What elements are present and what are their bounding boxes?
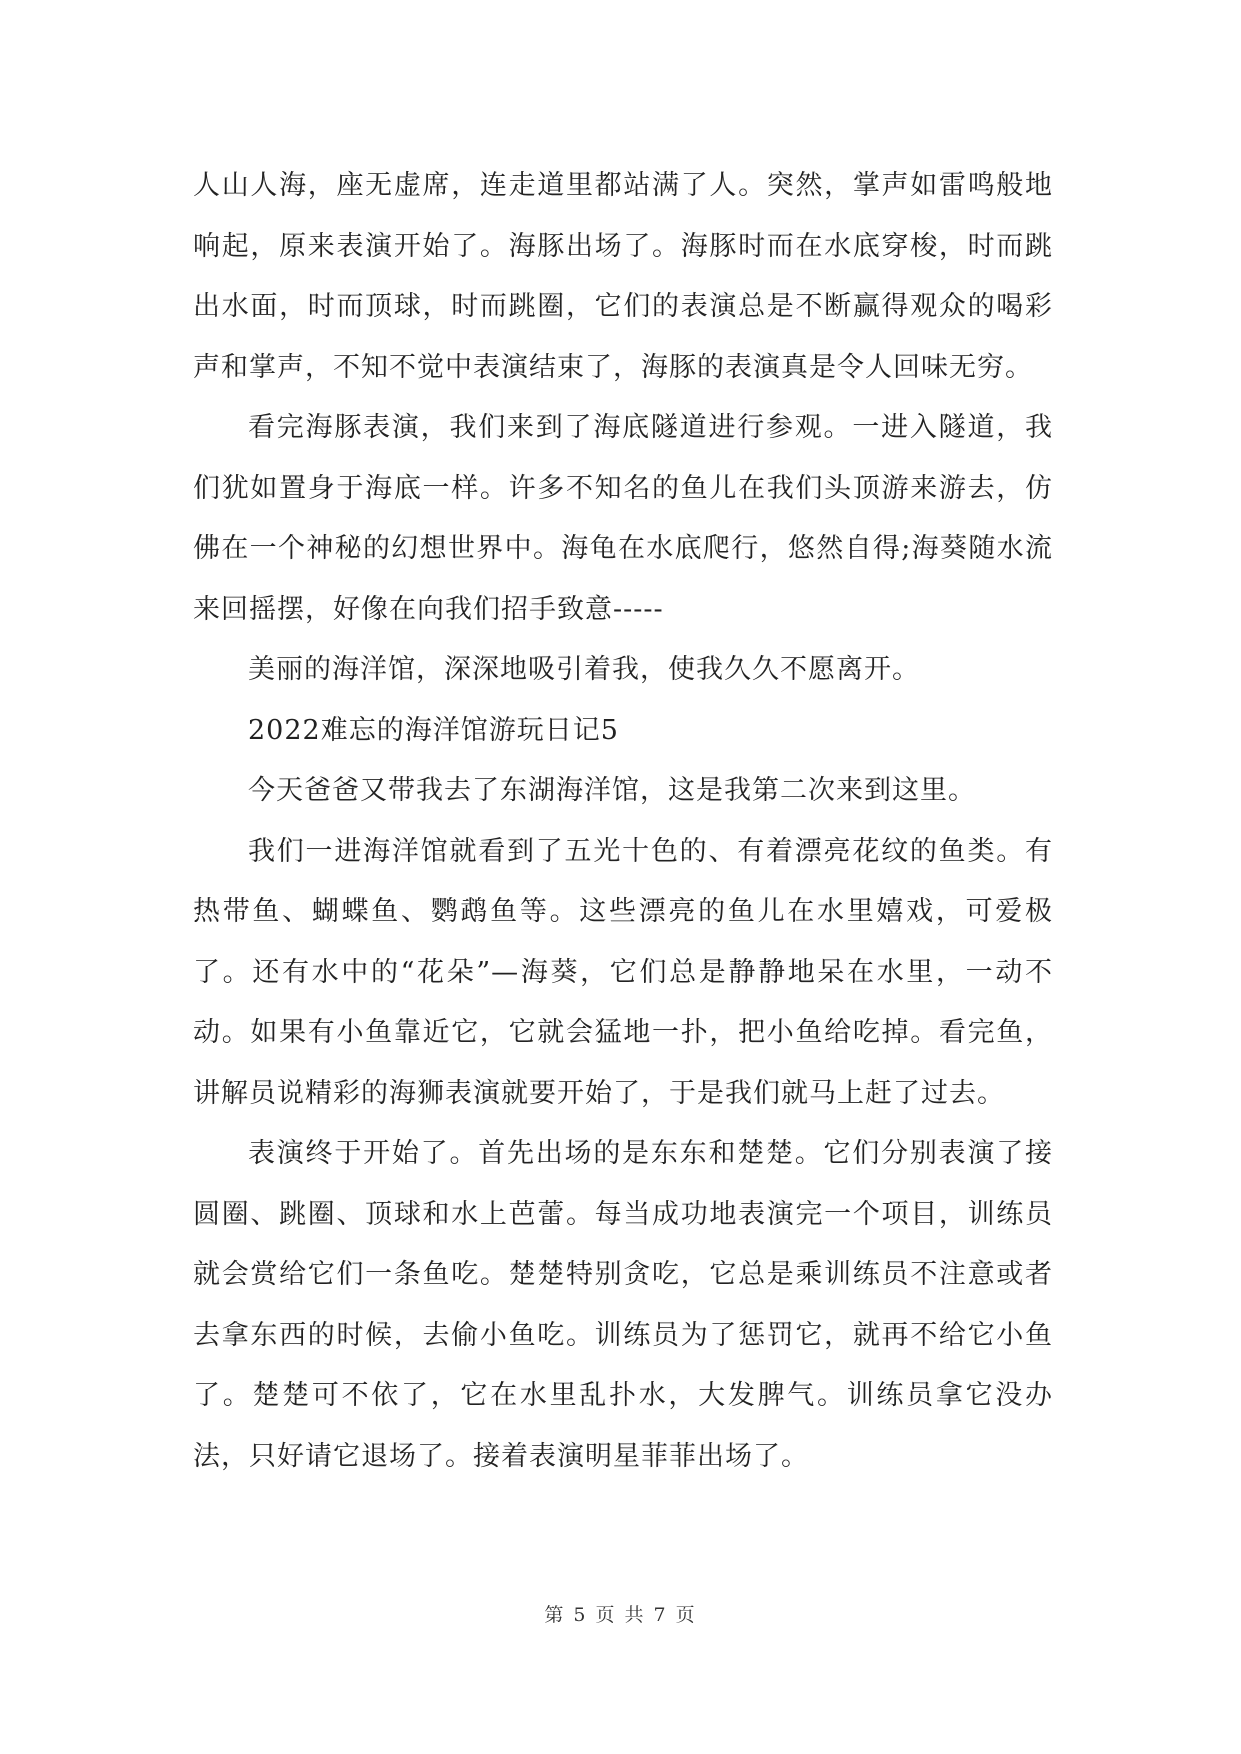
paragraph-fish: 我们一进海洋馆就看到了五光十色的、有着漂亮花纹的鱼类。有热带鱼、蝴蝶鱼、鹦鹉鱼等。这些漂亮的鱼儿在水里嬉戏，可爱极了。还有水中的“花朵”—海葵，它们总是静静地呆在水里，一动不动。如果有小鱼靠近它，它就会猛地一扑，把小鱼给吃掉。看完鱼，讲解员说精彩的海狮表演就要开始了，于是我们就马上赶了过去。: [193, 835, 1053, 1109]
body-text: [193, 156, 1053, 1487]
paragraph-tunnel: 看完海豚表演，我们来到了海底隧道进行参观。一进入隧道，我们犹如置身于海底一样。许多不知名的鱼儿在我们头顶游来游去，仿佛在一个神秘的幻想世界中。海龟在水底爬行，悠然自得;海葵随水流来回摇摆，好像在向我们招手致意-----: [193, 412, 1053, 625]
paragraph-continued: 人山人海，座无虚席，连走道里都站满了人。突然，掌声如雷鸣般地响起，原来表演开始了。海豚出场了。海豚时而在水底穿梭，时而跳出水面，时而顶球，时而跳圈，它们的表演总是不断赢得观众的喝彩声和掌声，不知不觉中表演结束了，海豚的表演真是令人回味无穷。: [193, 170, 1053, 383]
paragraph-conclusion: 美丽的海洋馆，深深地吸引着我，使我久久不愿离开。: [248, 654, 920, 685]
page-footer: [0, 1600, 1241, 1627]
paragraph-intro: 今天爸爸又带我去了东湖海洋馆，这是我第二次来到这里。: [248, 775, 976, 806]
paragraph-show: 表演终于开始了。首先出场的是东东和楚楚。它们分别表演了接圆圈、跳圈、顶球和水上芭蕾。每当成功地表演完一个项目，训练员就会赏给它们一条鱼吃。楚楚特别贪吃，它总是乘训练员不注意或者去拿东西的时候，去偷小鱼吃。训练员为了惩罚它，就再不给它小鱼了。楚楚可不依了，它在水里乱扑水，大发脾气。训练员拿它没办法，只好请它退场了。接着表演明星菲菲出场了。: [193, 1138, 1053, 1472]
page-number: 第 5 页 共 7 页: [544, 1604, 697, 1626]
section-heading: 2022难忘的海洋馆游玩日记5: [248, 714, 619, 746]
